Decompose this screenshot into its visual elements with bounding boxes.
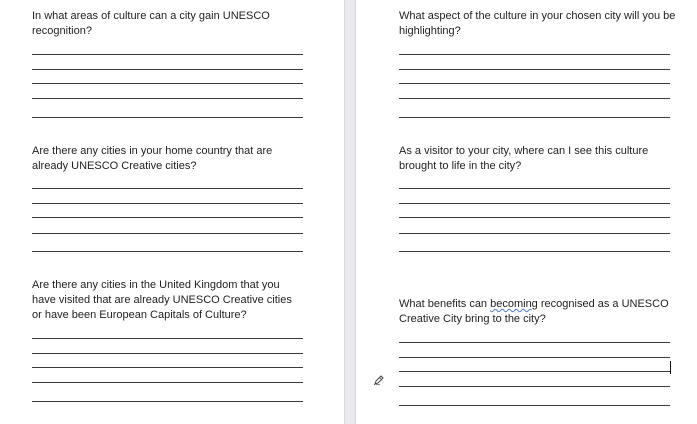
answer-line[interactable] — [399, 371, 670, 372]
answer-line[interactable] — [399, 357, 670, 358]
answer-line[interactable] — [32, 54, 303, 55]
question-4[interactable]: What aspect of the culture in your chosen city will you be highlighting? — [399, 10, 676, 37]
answer-line[interactable] — [399, 98, 670, 99]
answer-line[interactable] — [32, 353, 303, 354]
answer-line[interactable] — [32, 69, 303, 70]
text-cursor — [670, 361, 671, 374]
answer-line[interactable] — [32, 98, 303, 99]
answer-line[interactable] — [399, 188, 670, 189]
answer-line[interactable] — [32, 217, 303, 218]
question-5[interactable]: As a visitor to your city, where can I see this culture brought to life in the city? — [399, 145, 649, 172]
answer-line[interactable] — [399, 342, 670, 343]
answer-line[interactable] — [32, 188, 303, 189]
answer-line[interactable] — [399, 405, 670, 406]
answer-line[interactable] — [399, 54, 670, 55]
answer-line[interactable] — [32, 338, 303, 339]
answer-line[interactable] — [32, 83, 303, 84]
question-3[interactable]: Are there any cities in the United Kingdom that you have visited that are already UNESCO Creative cities or have been European Capitals of Culture? — [32, 279, 292, 321]
answer-line[interactable] — [32, 401, 303, 402]
answer-line[interactable] — [399, 217, 670, 218]
answer-line[interactable] — [399, 386, 670, 387]
question-1[interactable]: In what areas of culture can a city gain UNESCO recognition? — [32, 10, 270, 37]
page-gutter — [344, 0, 356, 424]
answer-line[interactable] — [32, 233, 303, 234]
answer-line[interactable] — [32, 117, 303, 118]
answer-line[interactable] — [399, 233, 670, 234]
question-2[interactable]: Are there any cities in your home country that are already UNESCO Creative cities? — [32, 145, 273, 172]
answer-line[interactable] — [399, 69, 670, 70]
pen-icon[interactable] — [373, 375, 384, 386]
question-6[interactable] — [399, 297, 674, 327]
answer-line[interactable] — [32, 203, 303, 204]
answer-line[interactable] — [399, 117, 670, 118]
document-page-right[interactable] — [356, 0, 697, 424]
spelling-flagged-word[interactable]: becoming — [490, 298, 538, 310]
answer-line[interactable] — [32, 251, 303, 252]
answer-line[interactable] — [32, 382, 303, 383]
question-6-after: recognised as a UNESCO Creative City bring to the city? — [399, 298, 669, 325]
document-page-left[interactable] — [0, 0, 344, 424]
answer-line[interactable] — [399, 83, 670, 84]
answer-line[interactable] — [399, 203, 670, 204]
answer-line[interactable] — [32, 367, 303, 368]
question-6-before: What benefits can — [399, 298, 491, 310]
answer-line[interactable] — [399, 251, 670, 252]
